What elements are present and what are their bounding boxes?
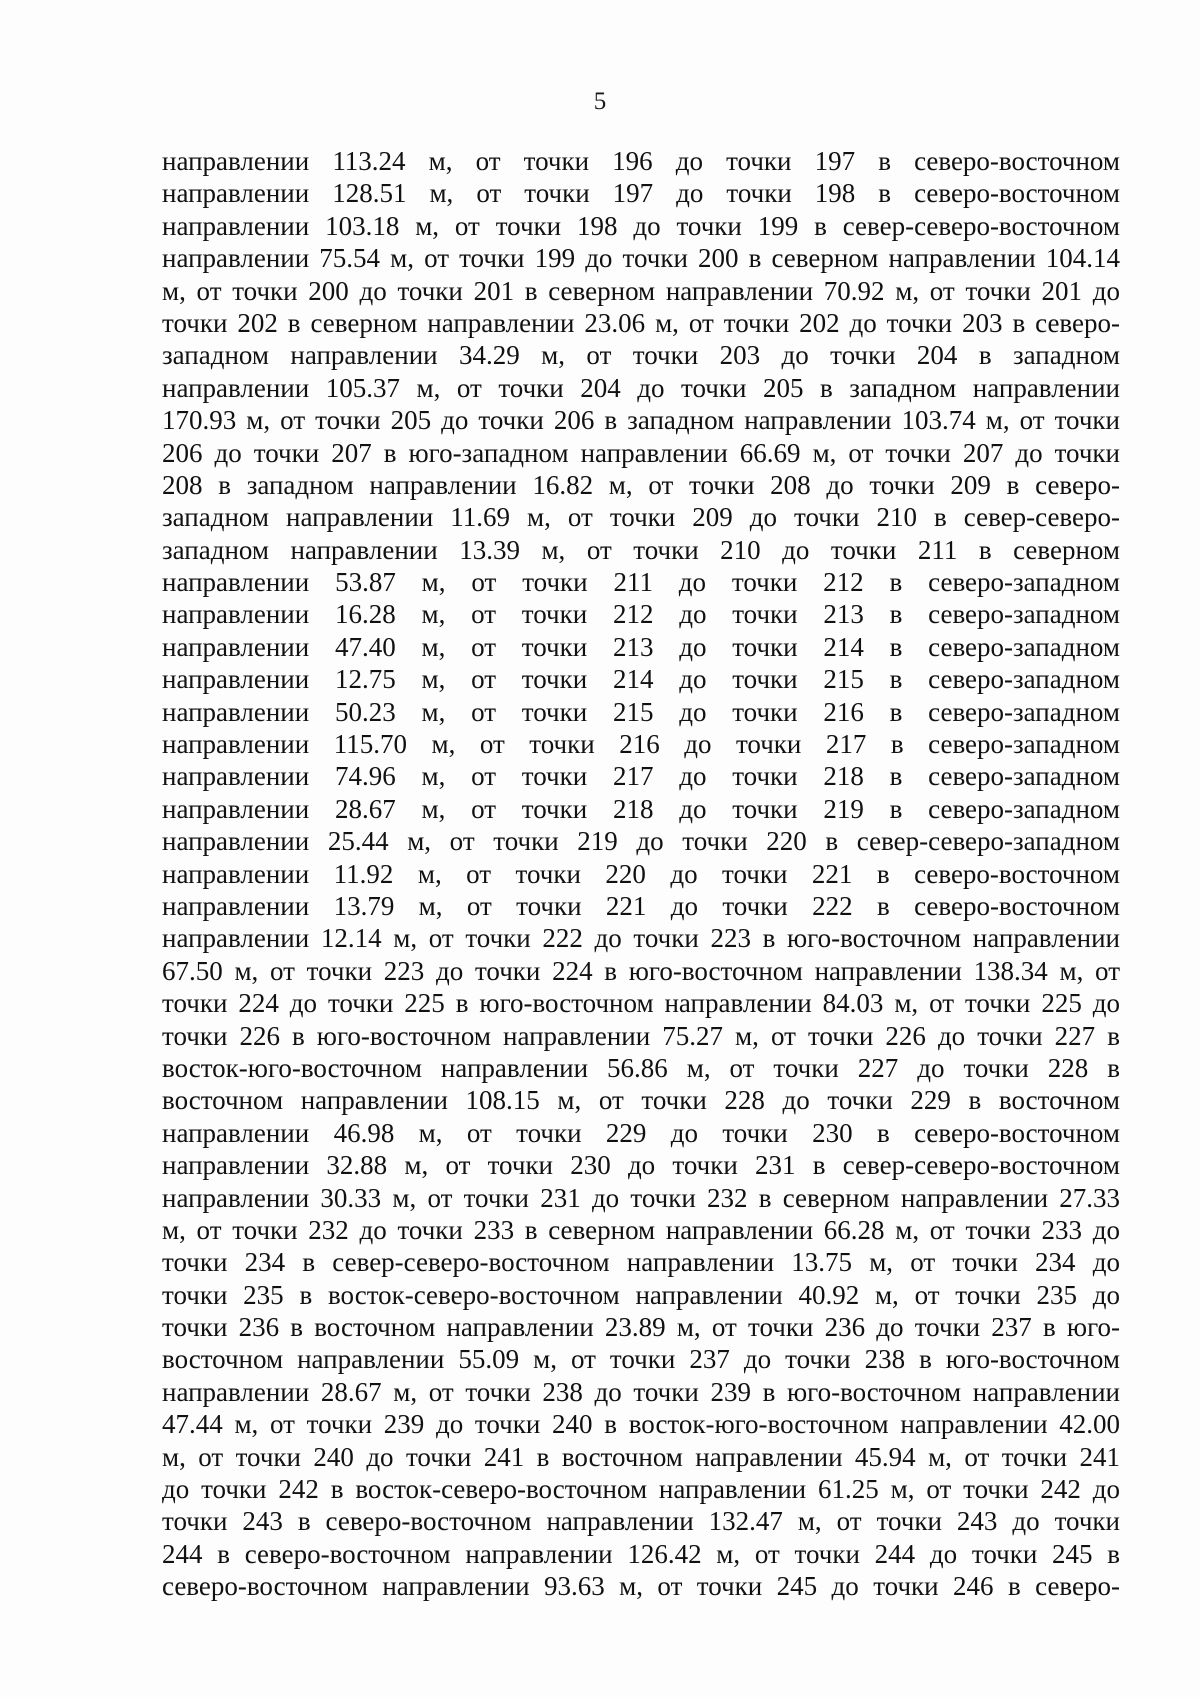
text-line: направлении 50.23 м, от точки 215 до точки 216 в северо-западном (162, 696, 1120, 727)
text-line: направлении 46.98 м, от точки 229 до точки 230 в северо-восточном (162, 1117, 1120, 1148)
text-line: м, от точки 200 до точки 201 в северном направлении 70.92 м, от точки 201 до (162, 275, 1120, 306)
text-line: направлении 13.79 м, от точки 221 до точки 222 в северо-восточном (162, 890, 1120, 921)
text-line: направлении 28.67 м, от точки 238 до точки 239 в юго-восточном направлении (162, 1376, 1120, 1407)
text-line: м, от точки 232 до точки 233 в северном направлении 66.28 м, от точки 233 до (162, 1214, 1120, 1245)
text-line: направлении 75.54 м, от точки 199 до точки 200 в северном направлении 104.14 (162, 243, 1120, 274)
text-line: 170.93 м, от точки 205 до точки 206 в западном направлении 103.74 м, от точки (162, 405, 1120, 436)
text-line: направлении 32.88 м, от точки 230 до точки 231 в север-северо-восточном (162, 1150, 1120, 1181)
text-line: направлении 11.92 м, от точки 220 до точки 221 в северо-восточном (162, 858, 1120, 889)
text-line: направлении 47.40 м, от точки 213 до точки 214 в северо-западном (162, 631, 1120, 662)
text-line: направлении 113.24 м, от точки 196 до точки 197 в северо-восточном (162, 146, 1120, 176)
text-line: северо-восточном направлении 93.63 м, от точки 245 до точки 246 в северо- (162, 1571, 1120, 1602)
text-line: 244 в северо-восточном направлении 126.42 м, от точки 244 до точки 245 в (162, 1538, 1120, 1569)
text-line: направлении 25.44 м, от точки 219 до точки 220 в север-северо-западном (162, 826, 1120, 857)
text-line: направлении 12.14 м, от точки 222 до точки 223 в юго-восточном направлении (162, 923, 1120, 954)
text-line: восточном направлении 108.15 м, от точки 228 до точки 229 в восточном (162, 1085, 1120, 1116)
text-line: точки 236 в восточном направлении 23.89 м, от точки 236 до точки 237 в юго- (162, 1312, 1120, 1343)
text-line: направлении 28.67 м, от точки 218 до точки 219 в северо-западном (162, 793, 1120, 824)
text-line: 206 до точки 207 в юго-западном направлении 66.69 м, от точки 207 до точки (162, 437, 1120, 468)
text-line: восточном направлении 55.09 м, от точки 237 до точки 238 в юго-восточном (162, 1344, 1120, 1375)
text-line: до точки 242 в восток-северо-восточном направлении 61.25 м, от точки 242 до (162, 1474, 1120, 1505)
text-line: восток-юго-восточном направлении 56.86 м, от точки 227 до точки 228 в (162, 1052, 1120, 1083)
text-line: точки 234 в север-северо-восточном направлении 13.75 м, от точки 234 до (162, 1247, 1120, 1278)
text-line: западном направлении 34.29 м, от точки 203 до точки 204 в западном (162, 340, 1120, 371)
text-line: точки 243 в северо-восточном направлении 132.47 м, от точки 243 до точки (162, 1506, 1120, 1537)
text-line: западном направлении 11.69 м, от точки 209 до точки 210 в север-северо- (162, 502, 1120, 533)
text-line: направлении 128.51 м, от точки 197 до точки 198 в северо-восточном (162, 178, 1120, 209)
text-line: точки 226 в юго-восточном направлении 75.27 м, от точки 226 до точки 227 в (162, 1020, 1120, 1051)
text-line: направлении 12.75 м, от точки 214 до точки 215 в северо-западном (162, 664, 1120, 695)
text-line: западном направлении 13.39 м, от точки 210 до точки 211 в северном (162, 534, 1120, 565)
text-line: направлении 53.87 м, от точки 211 до точки 212 в северо-западном (162, 567, 1120, 598)
text-line: направлении 16.28 м, от точки 212 до точки 213 в северо-западном (162, 599, 1120, 630)
text-line: м, от точки 240 до точки 241 в восточном направлении 45.94 м, от точки 241 (162, 1441, 1120, 1472)
text-line: 67.50 м, от точки 223 до точки 224 в юго-восточном направлении 138.34 м, от (162, 955, 1120, 986)
text-line: направлении 105.37 м, от точки 204 до точки 205 в западном направлении (162, 372, 1120, 403)
text-line: направлении 30.33 м, от точки 231 до точки 232 в северном направлении 27.33 (162, 1182, 1120, 1213)
text-line: направлении 74.96 м, от точки 217 до точки 218 в северо-западном (162, 761, 1120, 792)
text-line: направлении 115.70 м, от точки 216 до точки 217 в северо-западном (162, 729, 1120, 760)
body-text (162, 145, 1120, 1603)
page-number: 5 (593, 88, 607, 115)
text-line: 47.44 м, от точки 239 до точки 240 в восток-юго-восточном направлении 42.00 (162, 1409, 1120, 1440)
text-line: точки 224 до точки 225 в юго-восточном направлении 84.03 м, от точки 225 до (162, 988, 1120, 1019)
text-line: направлении 103.18 м, от точки 198 до точки 199 в север-северо-восточном (162, 210, 1120, 241)
text-line: точки 202 в северном направлении 23.06 м, от точки 202 до точки 203 в северо- (162, 307, 1120, 338)
text-line: 208 в западном направлении 16.82 м, от точки 208 до точки 209 в северо- (162, 469, 1120, 500)
text-line: точки 235 в восток-северо-восточном направлении 40.92 м, от точки 235 до (162, 1279, 1120, 1310)
